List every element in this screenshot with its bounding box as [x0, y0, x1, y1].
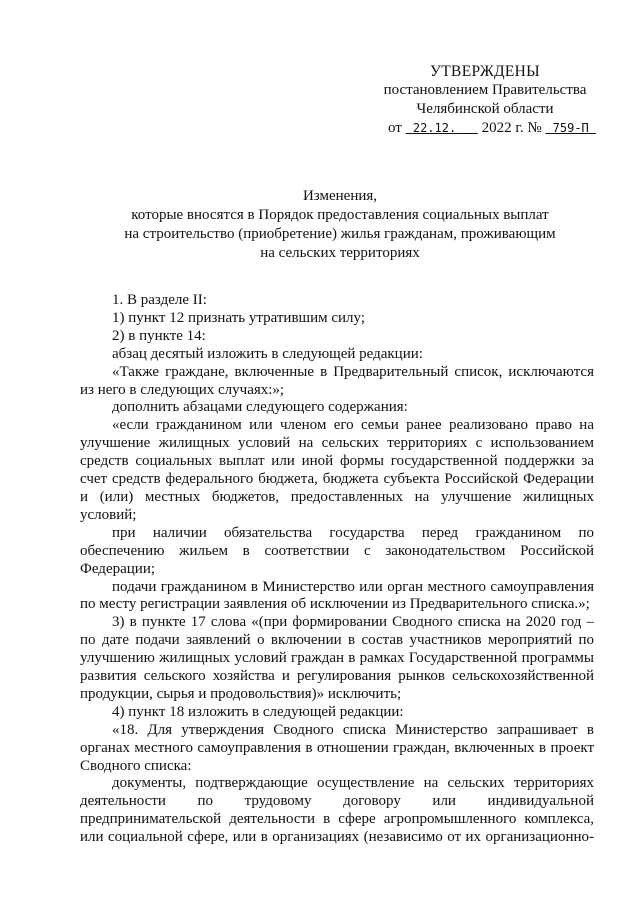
approval-stamp: [360, 62, 610, 138]
heading-line-1: Изменения,: [302, 188, 378, 204]
approval-date: 22.12.: [412, 121, 457, 135]
document-body: [80, 292, 594, 847]
paragraph: 1) пункт 12 признать утратившим силу;: [112, 309, 366, 326]
paragraph: абзац десятый изложить в следующей редакции:: [112, 345, 423, 362]
heading-line-2: которые вносятся в Порядок предоставления социальных выплат: [131, 207, 549, 223]
heading-line-4: на сельских территориях: [260, 245, 420, 261]
approval-line-2: Челябинской области: [416, 101, 554, 117]
paragraph: при наличии обязательства государства перед гражданином по обеспечению жильем в соответствии с законодательством Российской Федерации;: [80, 524, 594, 577]
approval-year: 2022 г. №: [481, 120, 542, 136]
paragraph: 3) в пункте 17 слова «(при формировании Сводного списка на 2020 год – по дате подачи заявлений о включении в состав участников мероприятий по улучшению жилищных условий граждан в рамках Государственной программы развития сельского хозяйства и регулирования рынков сельскохозяйственной продукции, сырья и продовольствия)» исключить;: [80, 614, 594, 702]
heading-line-3: на строительство (приобретение) жилья гражданам, проживающим: [124, 226, 556, 242]
paragraph: 2) в пункте 14:: [112, 327, 206, 344]
paragraph: 4) пункт 18 изложить в следующей редакции:: [112, 703, 404, 720]
date-prefix: от: [388, 120, 402, 136]
approval-date-line: [360, 119, 610, 138]
paragraph: «если гражданином или членом его семьи ранее реализовано право на улучшение жилищных условий на сельских территориях с использованием средств социальных выплат или иной формы государственной поддержки за счет средств федерального бюджета, бюджета субъекта Российской Федерации и (или) местных бюджетов, предоставленных на улучшение жилищных условий;: [80, 417, 594, 523]
approval-number: 759-П: [552, 121, 589, 135]
paragraph: документы, подтверждающие осуществление на сельских территориях деятельности по трудовому договору или индивидуальной предпринимательской деятельности в сфере агропромышленного комплекса, или социальной сфере, или в организациях (независимо от их организационно-: [80, 775, 594, 846]
paragraph: 1. В разделе II:: [112, 292, 207, 308]
paragraph: «18. Для утверждения Сводного списка Министерство запрашивает в органах местного самоуправления в отношении граждан, включенных в проект Сводного списка:: [80, 721, 594, 774]
paragraph: дополнить абзацами следующего содержания:: [112, 399, 408, 416]
approval-line-1: постановлением Правительства: [383, 82, 587, 98]
document-heading: [80, 187, 600, 263]
paragraph: «Также граждане, включенные в Предварительный список, исключаются из него в следующих случаях:»;: [80, 363, 594, 398]
approval-title: УТВЕРЖДЕНЫ: [430, 63, 540, 80]
paragraph: подачи гражданином в Министерство или орган местного самоуправления по месту регистрации заявления об исключении из Предварительного списка.»;: [80, 578, 594, 613]
